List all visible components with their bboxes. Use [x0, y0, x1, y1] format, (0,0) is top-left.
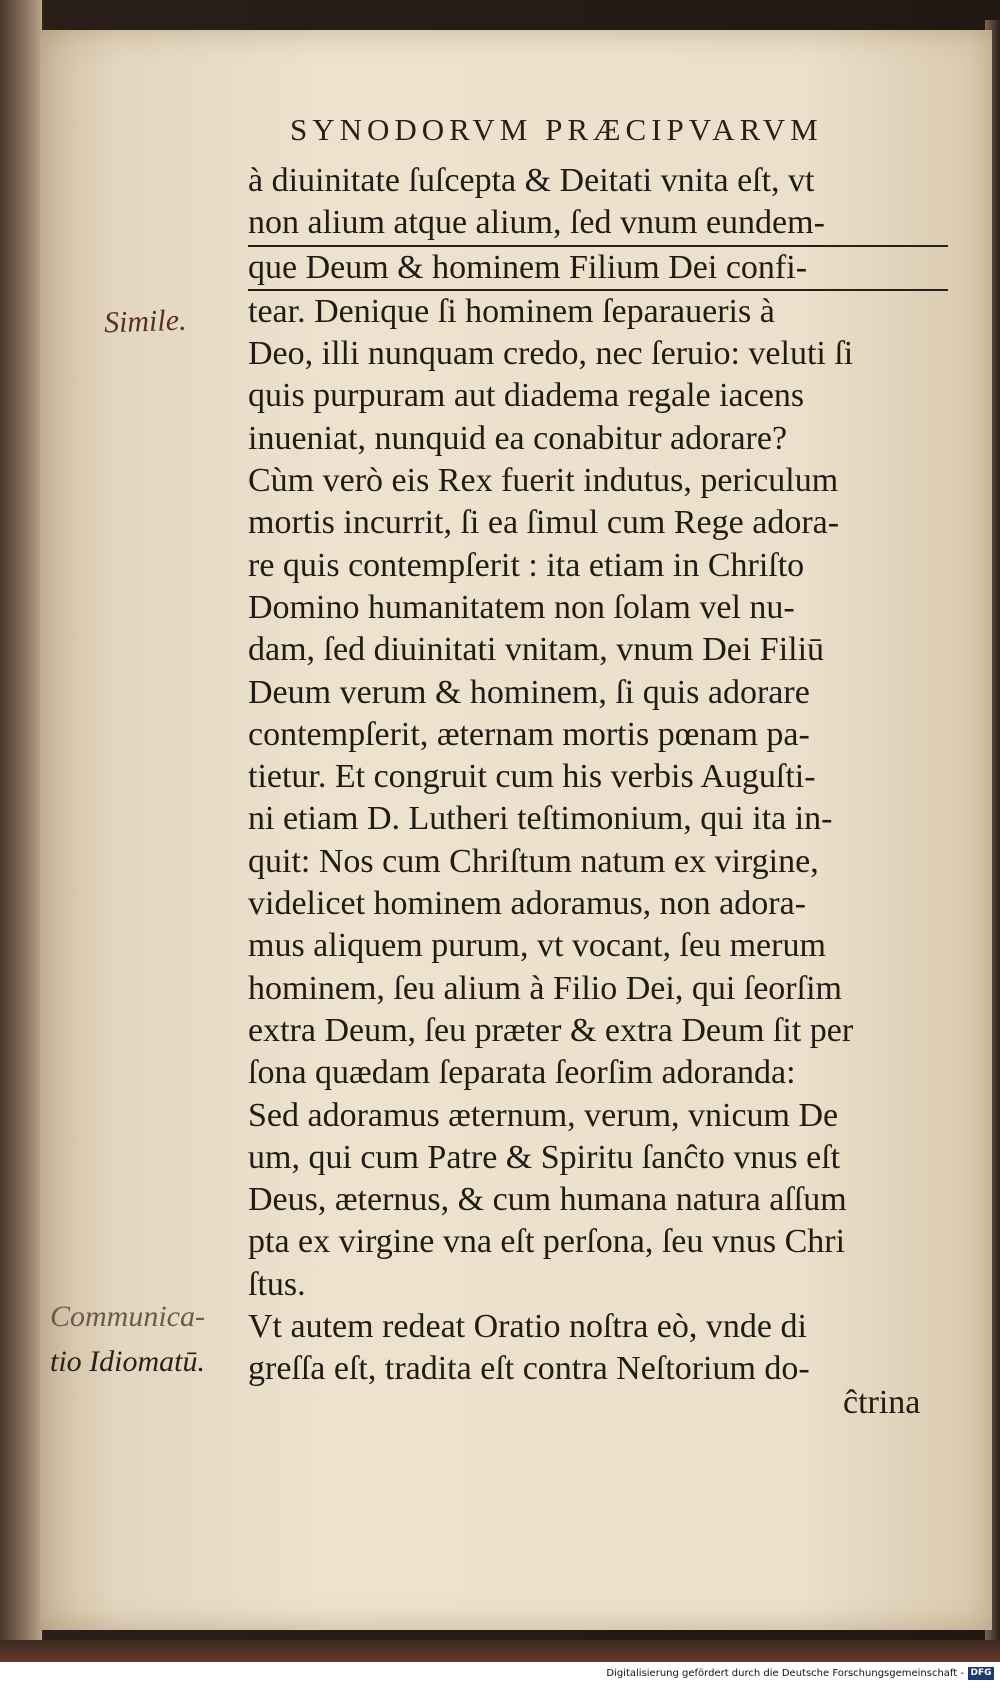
text-line: Cùm verò eis Rex fuerit indutus, periculum [248, 462, 839, 500]
text-line: à diuinitate ſuſcepta & Deitati vnita eſt, vt [248, 162, 815, 199]
text-line: non alium atque alium, ſed vnum eundem- [248, 202, 948, 246]
text-line: Deum verum & hominem, ſi quis adorare [248, 673, 810, 711]
text-line: pta ex virgine vna eſt perſona, ſeu vnus Chri [248, 1223, 846, 1261]
running-head: SYNODORVM PRÆCIPVARVM [290, 112, 823, 147]
text-line: Deus, æternus, & cum humana natura aſſum [248, 1181, 847, 1219]
footer-credit: Digitalisierung gefördert durch die Deutsche Forschungsgemeinschaft - [606, 1668, 964, 1679]
book-bottom-edge [0, 1640, 1000, 1662]
body-text [248, 160, 948, 1391]
text-line: inueniat, nunquid ea conabitur adorare? [248, 419, 788, 457]
binding-shadow [0, 0, 42, 1660]
text-line: Deo, illi nunquam credo, nec ſeruio: veluti ſi [248, 335, 854, 373]
dfg-logo-icon: DFG [968, 1667, 994, 1680]
text-line: mus aliquem purum, vt vocant, ſeu merum [248, 927, 826, 965]
text-line: tear. Denique ſi hominem ſeparaueris à [248, 292, 775, 330]
text-line: contempſerit, æternam mortis pœnam pa- [248, 715, 810, 753]
text-line: Vt autem redeat Oratio noſtra eò, vnde di [248, 1308, 807, 1346]
text-line: re quis contempſerit : ita etiam in Chriſto [248, 546, 805, 584]
text-line: extra Deum, ſeu præter & extra Deum ſit per [248, 1011, 854, 1049]
text-line: quit: Nos cum Chriſtum natum ex virgine, [248, 842, 819, 880]
text-line: ni etiam D. Lutheri teſtimonium, qui ita in- [248, 800, 833, 838]
text-line: Sed adoramus æternum, verum, vnicum De [248, 1096, 839, 1134]
text-line: um, qui cum Patre & Spiritu ſanĉto vnus eſt [248, 1138, 841, 1176]
text-line: Domino humanitatem non ſolam vel nu- [248, 588, 795, 626]
text-line: hominem, ſeu alium à Filio Dei, qui ſeorſim [248, 969, 842, 1007]
margin-note-simile: Simile. [103, 303, 188, 340]
text-line: videlicet hominem adoramus, non adora- [248, 885, 806, 923]
text-line: tietur. Et congruit cum his verbis Auguſti- [248, 758, 816, 796]
text-line: dam, ſed diuinitati vnitam, vnum Dei Filiū [248, 631, 825, 669]
text-line: que Deum & hominem Filium Dei confi- [248, 247, 948, 291]
text-line: quis purpuram aut diadema regale iacens [248, 377, 805, 415]
margin-note-communicatio-line2: tio Idiomatū. [50, 1345, 205, 1378]
text-line: greſſa eſt, tradita eſt contra Neſtorium do- [248, 1350, 810, 1388]
text-line: ſona quædam ſeparata ſeorſim adoranda: [248, 1054, 796, 1092]
text-line: mortis incurrit, ſi ea ſimul cum Rege adora- [248, 504, 840, 542]
text-line: ſtus. [248, 1265, 306, 1303]
margin-note-communicatio-line1: Communica- [50, 1300, 205, 1333]
catchword: ĉtrina [843, 1384, 921, 1421]
